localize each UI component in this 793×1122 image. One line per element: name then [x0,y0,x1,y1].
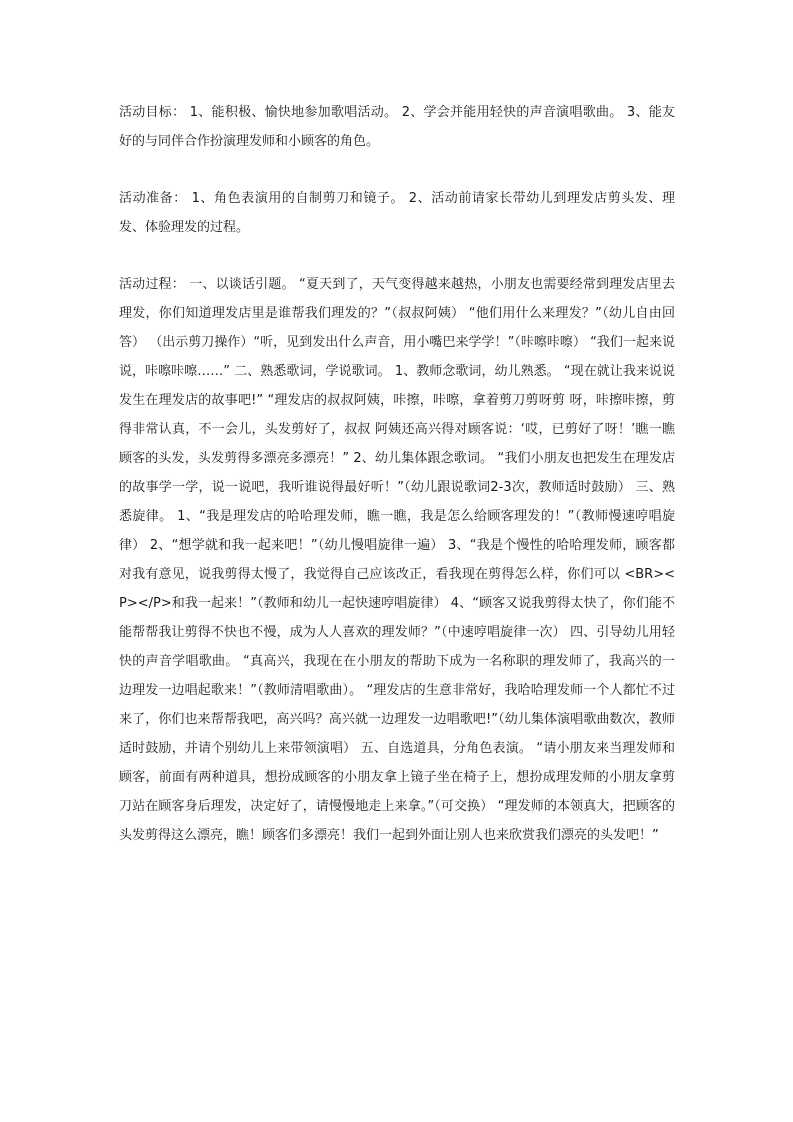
paragraph-activity-goals: 活动目标： 1、能积极、愉快地参加歌唱活动。 2、学会并能用轻快的声音演唱歌曲。 3、能友好的与同伴合作扮演理发师和小顾客的角色。 [119,105,675,149]
paragraph-activity-preparation: 活动准备： 1、角色表演用的自制剪刀和镜子。 2、活动前请家长带幼儿到理发店剪头发、理发、体验理发的过程。 [119,191,675,235]
paragraph-activity-process: 活动过程： 一、以谈话引题。 “夏天到了，天气变得越来越热，小朋友也需要经常到理发店里去理发，你们知道理发店里是谁帮我们理发的？”（叔叔阿姨） “他们用什么来理发？”（幼儿自由回答） （出示剪刀操作）“听，见到发出什么声音，用小嘴巴来学学！”（咔嚓咔嚓） “我们一起来说说，咔嚓咔嚓……” 二、熟悉歌词，学说歌词。 1、教师念歌词，幼儿熟悉。 “现在就让我来说说发生在理发店的故事吧!” “理发店的叔叔阿姨，咔擦，咔嚓，拿着剪刀剪呀剪 呀，咔擦咔擦，剪得非常认真，不一会儿，头发剪好了，叔叔 阿姨还高兴得对顾客说：‘哎，已剪好了呀！’瞧一瞧顾客的头发，头发剪得多漂亮多漂亮！” 2、幼儿集体跟念歌词。 “我们小朋友也把发生在理发店的故事学一学，说一说吧，我听谁说得最好听！”（幼儿跟说歌词2-3次，教师适时鼓励） 三、熟悉旋律。 1、“我是理发店的哈哈理发师，瞧一瞧，我是怎么给顾客理发的！”（教师慢速哼唱旋律） 2、“想学就和我一起来吧！”（幼儿慢唱旋律一遍） 3、“我是个慢性的哈哈理发师，顾客都对我有意见，说我剪得太慢了，我觉得自己应该改正，看我现在剪得怎么样，你们可以 <BR><P></P>和我一起来！”（教师和幼儿一起快速哼唱旋律） 4、“顾客又说我剪得太快了，你们能不能帮帮我让剪得不快也不慢，成为人人喜欢的理发师？”（中速哼唱旋律一次） 四、引导幼儿用轻快的声音学唱歌曲。 “真高兴，我现在在小朋友的帮助下成为一名称职的理发师了，我高兴的一边理发一边唱起歌来！”（教师清唱歌曲）。 “理发店的生意非常好，我哈哈理发师一个人都忙不过来了，你们也来帮帮我吧，高兴吗？高兴就一边理发一边唱歌吧!”（幼儿集体演唱歌曲数次，教师适时鼓励，并请个别幼儿上来带领演唱） 五、自选道具，分角色表演。 “请小朋友来当理发师和顾客，前面有两种道具，想扮成顾客的小朋友拿上镜子坐在椅子上，想扮成理发师的小朋友拿剪刀站在顾客身后理发，决定好了，请慢慢地走上来拿。”（可交换） “理发师的本领真大，把顾客的头发剪得这么漂亮，瞧！顾客们多漂亮！我们一起到外面让别人也来欣赏我们漂亮的头发吧！” [119,277,675,843]
document-body [119,98,675,850]
